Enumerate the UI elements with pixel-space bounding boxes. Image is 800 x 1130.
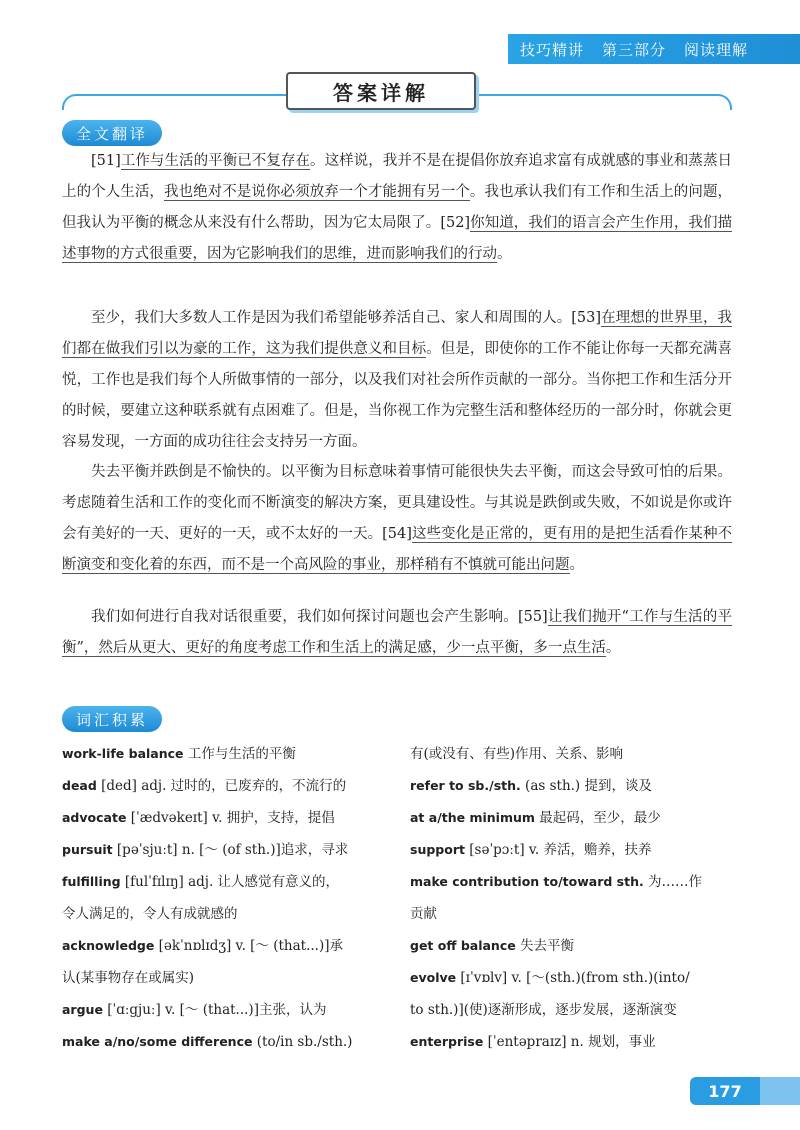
p1-text-2: 。我也承认我们有工作和生活上的问题，但我认为平衡的概念从来没有什么帮助，因为它太局限了。 — [62, 184, 733, 231]
vocab-entry: argue [ˈɑːgjuː] v. [～ (that...)]主张，认为 — [62, 1002, 327, 1018]
p1-underline-extra: 我也绝对不是说你必须放弃一个才能拥有另一个 — [163, 184, 470, 200]
question-ref-53: [53] — [571, 310, 602, 326]
p1-text-1: 。这样说，我并不是在提倡你放弃追求富有成就感的事业和蒸蒸日上的个人生活， — [62, 153, 733, 200]
answer-span-52: 你知道，我们的语言会产生作用，我们描述事物的方式很重要，因为它影响我们的思维，进而影响我们的行动 — [62, 215, 733, 262]
header-part3: 阅读理解 — [684, 40, 749, 59]
vocab-entry: 有(或没有、有些)作用、关系、影响 — [410, 746, 624, 762]
section-translation-label: 全文翻译 — [62, 120, 162, 146]
answer-span-53: 在理想的世界里，我们都在做我们引以为豪的工作，这为我们提供意义和目标 — [62, 310, 733, 357]
answer-span-51: 工作与生活的平衡已不复存在 — [120, 153, 311, 169]
translation-paragraph-1 — [62, 146, 732, 270]
vocab-entry: 贡献 — [410, 906, 437, 922]
vocab-entry: work-life balance 工作与生活的平衡 — [62, 746, 296, 762]
question-ref-55: [55] — [517, 609, 548, 625]
vocab-entry: acknowledge [əkˈnɒlɪdʒ] v. [～ (that...)]承 — [62, 938, 343, 954]
vocab-entry: support [səˈpɔːt] v. 养活，赡养，扶养 — [410, 842, 652, 858]
header-part2: 第三部分 — [602, 40, 667, 59]
vocab-entry: get off balance 失去平衡 — [410, 938, 575, 954]
page-edge-decoration — [760, 1077, 800, 1105]
p4-end: 。 — [605, 640, 621, 656]
question-ref-51: [51] — [91, 153, 121, 169]
page-number: 177 — [690, 1077, 760, 1105]
chapter-header — [508, 34, 800, 64]
vocab-entry: enterprise [ˈentəpraɪz] n. 规划，事业 — [410, 1034, 656, 1050]
vocab-entry: refer to sb./sth. (as sth.) 提到，谈及 — [410, 778, 652, 794]
vocab-entry: at a/the minimum 最起码，至少，最少 — [410, 810, 661, 826]
vocab-entry: advocate [ˈædvəkeɪt] v. 拥护，支持，提倡 — [62, 810, 335, 826]
p1-end: 。 — [497, 246, 512, 262]
p3-text-1: 失去平衡并跌倒是不愉快的。以平衡为目标意味着事情可能很快失去平衡，而这会导致可怕的后果。考虑随着生活和工作的变化而不断演变的解决方案，更具建设性。与其说是跌倒或失败，不如说是你或许会有美好的一天、更好的一天，或不太好的一天。 — [62, 464, 732, 542]
vocab-entry: evolve [ɪˈvɒlv] v. [～(sth.)(from sth.)(into/ — [410, 970, 690, 986]
p2-text-2: 。但是，即使你的工作不能让你每一天都充满喜悦，工作也是我们每个人所做事情的一部分，以及我们对社会所作贡献的一部分。当你把工作和生活分开的时候，要建立这种联系就有点困难了。但是，当你视工作为完整生活和整体经历的一部分时，你就会更容易发现，一方面的成功往往会支持另一方面。 — [62, 341, 733, 450]
vocab-entry: dead [ded] adj. 过时的，已废弃的，不流行的 — [62, 778, 347, 794]
vocab-entry: make a/no/some difference (to/in sb./sth.) — [62, 1034, 353, 1050]
question-ref-54: [54] — [382, 526, 412, 542]
vocab-entry: fulfilling [fulˈfɪlɪŋ] adj. 让人感觉有意义的， — [62, 874, 340, 890]
answer-span-55: 让我们抛开“工作与生活的平衡”，然后从更大、更好的角度考虑工作和生活上的满足感，少一点平衡，多一点生活 — [62, 609, 732, 656]
header-part1: 技巧精讲 — [520, 40, 585, 59]
p3-end: 。 — [569, 557, 584, 573]
vocab-entry: make contribution to/toward sth. 为……作 — [410, 874, 703, 890]
vocab-entry: 令人满足的，令人有成就感的 — [62, 906, 238, 922]
vocab-entry: to sth.)](使)逐渐形成，逐步发展，逐渐演变 — [410, 1002, 677, 1018]
vocab-list-right — [410, 738, 732, 1058]
vocab-entry: 认(某事物存在或属实) — [62, 970, 195, 986]
translation-paragraph-3 — [62, 457, 732, 581]
p4-text-1: 我们如何进行自我对话很重要，我们如何探讨问题也会产生影响。 — [91, 609, 518, 625]
translation-paragraph-4 — [62, 602, 732, 664]
answer-span-54: 这些变化是正常的，更有用的是把生活看作某种不断演变和变化着的东西，而不是一个高风险的事业，那样稍有不慎就可能出问题 — [62, 526, 733, 573]
page-title: 答案详解 — [286, 72, 476, 110]
vocab-entry: pursuit [pəˈsjuːt] n. [～ (of sth.)]追求，寻求 — [62, 842, 349, 858]
section-vocab-label: 词汇积累 — [62, 706, 162, 732]
translation-paragraph-2 — [62, 303, 732, 458]
p2-text-1: 至少，我们大多数人工作是因为我们希望能够养活自己、家人和周围的人。 — [91, 310, 572, 326]
vocab-list-left — [62, 738, 392, 1058]
question-ref-52: [52] — [440, 215, 471, 231]
